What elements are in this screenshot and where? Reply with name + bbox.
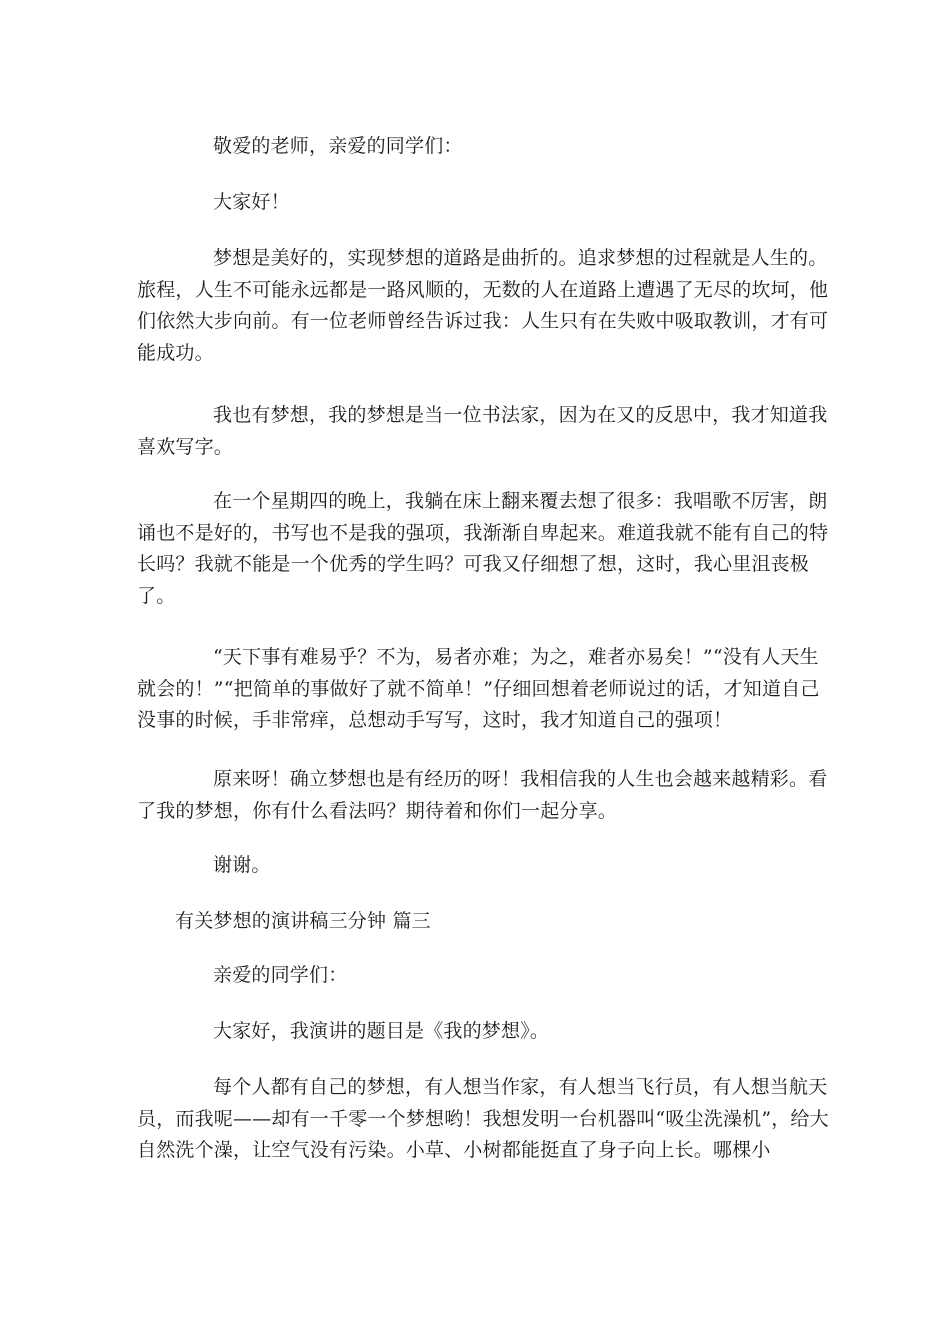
paragraph-many-dreams: 每个人都有自己的梦想，有人想当作家，有人想当飞行员，有人想当航天员，而我呢——却有一千零一个梦想哟！我想发明一台机器叫“吸尘洗澡机”，给大自然洗个澡，让空气没有污染。小草、小树都能挺直了身子向上长。哪棵小 [137, 1076, 829, 1161]
greeting-2: 大家好，我演讲的题目是《我的梦想》。 [213, 1020, 550, 1042]
salutation: 敬爱的老师，亲爱的同学们： [213, 135, 463, 157]
paragraph-quotes: “天下事有难易乎？不为，易者亦难；为之，难者亦易矣！”“没有人天生就会的！”“把简单的事做好了就不简单！”仔细回想着老师说过的话，才知道自己没事的时候，手非常痒，总想动手写写，这时，我才知道自己的强项！ [137, 646, 820, 731]
paragraph-my-dream: 我也有梦想，我的梦想是当一位书法家，因为在又的反思中，我才知道我喜欢写字。 [137, 404, 828, 458]
salutation-2: 亲爱的同学们： [213, 964, 348, 986]
paragraph-thursday-night: 在一个星期四的晚上，我躺在床上翻来覆去想了很多：我唱歌不厉害，朗诵也不是好的，书写也不是我的强项，我渐渐自卑起来。难道我就不能有自己的特长吗？我就不能是一个优秀的学生吗？可我又仔细想了想，这时，我心里沮丧极了。 [137, 490, 829, 607]
paragraph-dream-intro: 梦想是美好的，实现梦想的道路是曲折的。追求梦想的过程就是人生的。旅程，人生不可能永远都是一路风顺的，无数的人在道路上遭遇了无尽的坎坷，他们依然大步向前。有一位老师曾经告诉过我：人生只有在失败中吸取教训，才有可能成功。 [137, 247, 829, 364]
paragraph-conclusion: 原来呀！确立梦想也是有经历的呀！我相信我的人生也会越来越精彩。看了我的梦想，你有什么看法吗？期待着和你们一起分享。 [137, 768, 828, 822]
greeting: 大家好！ [213, 191, 290, 213]
section-heading: 有关梦想的演讲稿三分钟 篇三 [175, 910, 431, 932]
thanks: 谢谢。 [213, 854, 271, 876]
